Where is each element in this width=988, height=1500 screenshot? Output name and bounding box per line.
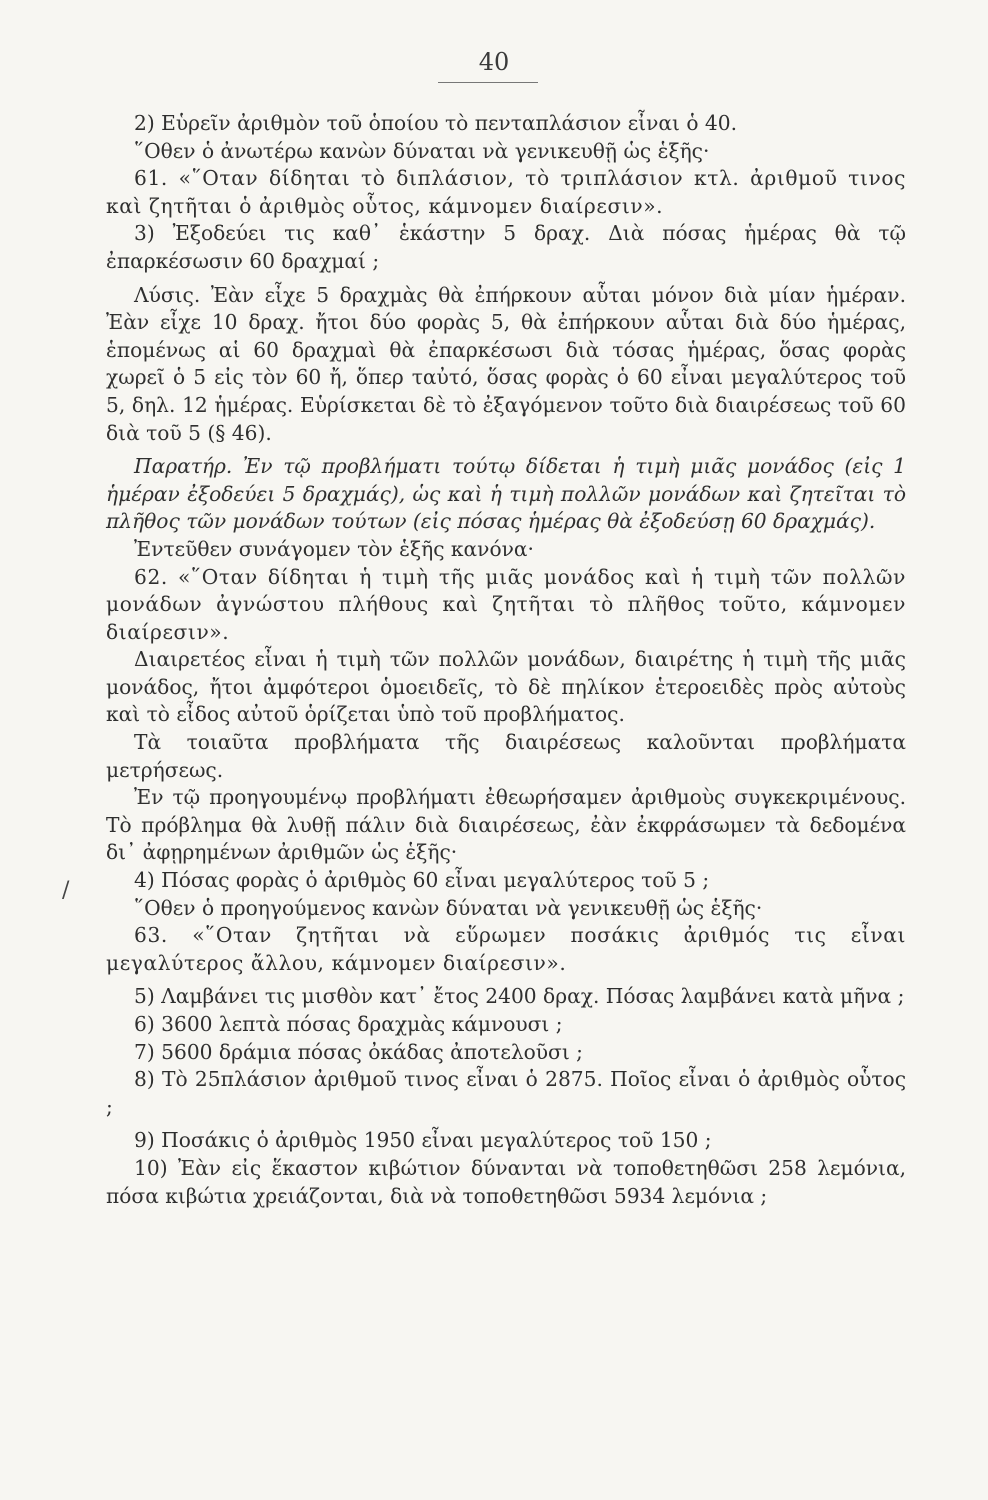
problem-8: 8) Τὸ 25πλάσιον ἀριθμοῦ τινος εἶναι ὁ 2875. Ποῖος εἶναι ὁ ἀριθμὸς οὗτος ;: [106, 1067, 906, 1119]
problem-9: 9) Ποσάκις ὁ ἀριθμὸς 1950 εἶναι μεγαλύτερος τοῦ 150 ;: [134, 1128, 712, 1153]
body-text: [106, 110, 906, 1210]
rule-intro: Ἐντεῦθεν συνάγομεν τὸν ἑξῆς κανόνα·: [134, 536, 534, 561]
page-number: 40: [478, 48, 510, 76]
problem-2: 2) Εὑρεῖν ἀριθμὸν τοῦ ὁποίου τὸ πενταπλάσιον εἶναι ὁ 40.: [134, 111, 738, 135]
measurement-problems: Τὰ τοιαῦτα προβλήματα τῆς διαιρέσεως καλοῦνται προβλήματα μετρήσεως.: [106, 730, 906, 782]
problem-10: 10) Ἐὰν εἰς ἕκαστον κιβώτιον δύνανται νὰ τοποθετηθῶσι 258 λεμόνια, πόσα κιβώτια χρειάζονται, διὰ νὰ τοποθετηθῶσι 5934 λεμόνια ;: [106, 1155, 906, 1208]
abstract-numbers: Ἐν τῷ προηγουμένῳ προβλήματι ἐθεωρήσαμεν ἀριθμοὺς συγκεκριμένους. Τὸ πρόβλημα θὰ λυθῇ πάλιν διὰ διαιρέσεως, ἐὰν ἐκφράσωμεν τὰ δεδομένα δι᾽ ἀφῃρημένων ἀριθμῶν ὡς ἑξῆς·: [106, 785, 906, 865]
rule-62: 62. «῞Οταν δίδηται ἡ τιμὴ τῆς μιᾶς μονάδος καὶ ἡ τιμὴ τῶν πολλῶν μονάδων ἀγνώστου πλήθους καὶ ζητῆται τὸ πλῆθος τοῦτο, κάμνομεν διαίρεσιν».: [106, 564, 906, 644]
problem-6: 6) 3600 λεπτὰ πόσας δραχμὰς κάμνουσι ;: [134, 1012, 563, 1036]
generalization-line-2: ῞Οθεν ὁ προηγούμενος κανὼν δύναται νὰ γενικευθῇ ὡς ἑξῆς·: [134, 895, 763, 920]
problem-4: 4) Πόσας φορὰς ὁ ἀριθμὸς 60 εἶναι μεγαλύτερος τοῦ 5 ;: [134, 868, 710, 893]
remark: Παρατήρ. Ἐν τῷ προβλήματι τούτῳ δίδεται ἡ τιμὴ μιᾶς μονάδος (εἰς 1 ἡμέραν ἐξοδεύει 5 δραχμάς), ὡς καὶ ἡ τιμὴ πολλῶν μονάδων καὶ ζητεῖται τὸ πλῆθος τῶν μονάδων τούτων (εἰς πόσας ἡμέρας θὰ ἐξοδεύσῃ 60 δραχμάς).: [106, 454, 906, 534]
problem-7: 7) 5600 δράμια πόσας ὀκάδας ἀποτελοῦσι ;: [134, 1039, 583, 1064]
rule-61: 61. «῞Οταν δίδηται τὸ διπλάσιον, τὸ τριπλάσιον κτλ. ἀριθμοῦ τινος καὶ ζητῆται ὁ ἀριθμὸς οὗτος, κάμνομεν διαίρεσιν».: [106, 166, 906, 218]
margin-mark: /: [62, 878, 70, 903]
dividend-explanation: Διαιρετέος εἶναι ἡ τιμὴ τῶν πολλῶν μονάδων, διαιρέτης ἡ τιμὴ τῆς μιᾶς μονάδος, ἤτοι ἀμφότεροι ὁμοειδεῖς, τὸ δὲ πηλίκον ἑτεροειδὲς πρὸς αὐτοὺς καὶ τὸ εἶδος αὐτοῦ ὁρίζεται ὑπὸ τοῦ προβλήματος.: [106, 647, 906, 727]
page-number-rule: [438, 82, 538, 83]
solution: Λύσις. Ἐὰν εἶχε 5 δραχμὰς θὰ ἐπήρκουν αὗται μόνον διὰ μίαν ἡμέραν. Ἐὰν εἶχε 10 δραχ. ἤτοι δύο φορὰς 5, θὰ ἐπήρκουν αὗται διὰ δύο ἡμέρας, ἑπομένως αἱ 60 δραχμαὶ θὰ ἐπαρκέσωσι διὰ τόσας ἡμέρας, ὅσας φορὰς χωρεῖ ὁ 5 εἰς τὸν 60 ἤ, ὅπερ ταὐτό, ὅσας φορὰς ὁ 60 εἶναι μεγαλύτερος τοῦ 5, δηλ. 12 ἡμέρας. Εὑρίσκεται δὲ τὸ ἐξαγόμενον τοῦτο διὰ διαιρέσεως τοῦ 60 διὰ τοῦ 5 (§ 46).: [106, 282, 906, 445]
generalization-line: ῞Οθεν ὁ ἀνωτέρω κανὼν δύναται νὰ γενικευθῇ ὡς ἑξῆς·: [134, 138, 710, 163]
rule-63: 63. «῞Οταν ζητῆται νὰ εὕρωμεν ποσάκις ἀριθμός τις εἶναι μεγαλύτερος ἄλλου, κάμνομεν διαίρεσιν».: [106, 923, 906, 975]
problem-5: 5) Λαμβάνει τις μισθὸν κατ᾽ ἔτος 2400 δραχ. Πόσας λαμβάνει κατὰ μῆνα ;: [134, 984, 905, 1009]
problem-3: 3) Ἐξοδεύει τις καθ᾽ ἑκάστην 5 δραχ. Διὰ πόσας ἡμέρας θὰ τῷ ἐπαρκέσωσιν 60 δραχμαί ;: [106, 221, 906, 273]
